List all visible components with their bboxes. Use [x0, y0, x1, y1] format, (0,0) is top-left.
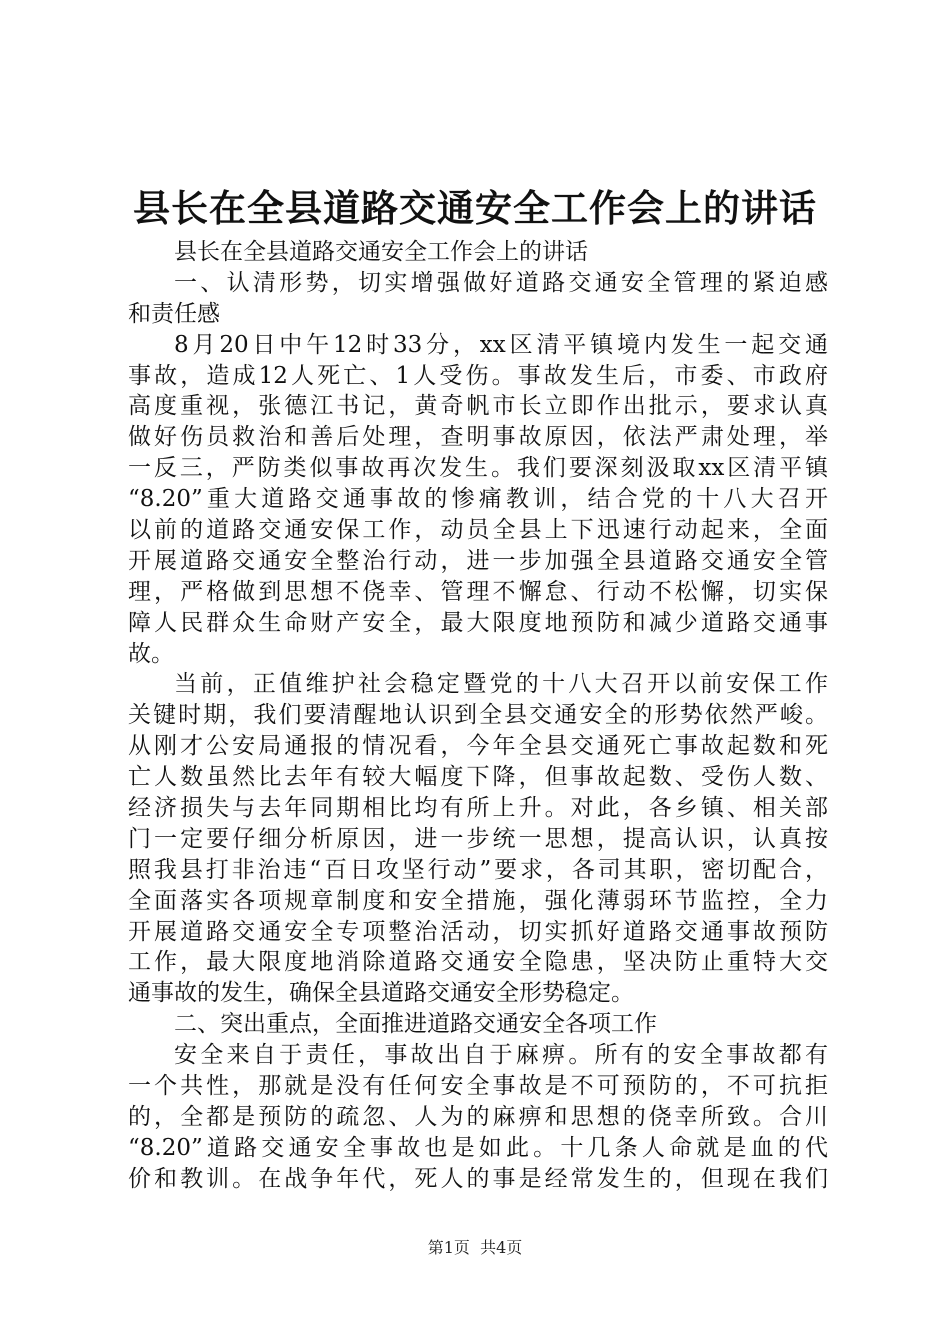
text-line: 当前，正值维护社会稳定暨党的十八大召开以前安保工作	[174, 671, 828, 698]
page-footer	[0, 1237, 950, 1259]
text-line: 关键时期，我们要清醒地认识到全县交通安全的形势依然严峻。	[128, 702, 828, 729]
text-line: 做好伤员救治和善后处理，查明事故原因，依法严肃处理，举	[128, 424, 828, 451]
text-line: 理，严格做到思想不侥幸、管理不懈怠、行动不松懈，切实保	[128, 578, 828, 605]
text-line: 以前的道路交通安保工作，动员全县上下迅速行动起来，全面	[128, 517, 828, 544]
text-line: 高度重视，张德江书记，黄奇帆市长立即作出批示，要求认真	[128, 393, 828, 420]
text-line: 门一定要仔细分析原因，进一步统一思想，提高认识，认真按	[128, 825, 828, 852]
text-line: 开展道路交通安全专项整治活动，切实抓好道路交通事故预防	[128, 918, 828, 945]
text-line: 经济损失与去年同期相比均有所上升。对此，各乡镇、相关部	[128, 795, 828, 822]
document-body	[128, 237, 828, 1195]
text-line: 一、认清形势，切实增强做好道路交通安全管理的紧迫感	[174, 269, 828, 296]
text-line: 一反三，严防类似事故再次发生。我们要深刻汲取xx区清平镇	[128, 455, 828, 482]
text-line: 全面落实各项规章制度和安全措施，强化薄弱环节监控，全力	[128, 887, 828, 914]
text-line: 和责任感	[128, 300, 220, 327]
text-line: 开展道路交通安全整治行动，进一步加强全县道路交通安全管	[128, 547, 828, 574]
text-line: “8.20”重大道路交通事故的惨痛教训，结合党的十八大召开	[128, 486, 828, 513]
text-line: 价和教训。在战争年代，死人的事是经常发生的，但现在我们	[128, 1165, 828, 1192]
text-line: 一个共性，那就是没有任何安全事故是不可预防的，不可抗拒	[128, 1073, 828, 1100]
text-line: 通事故的发生，确保全县道路交通安全形势稳定。	[128, 980, 634, 1007]
text-line: 工作，最大限度地消除道路交通安全隐患，坚决防止重特大交	[128, 949, 828, 976]
text-line: 县长在全县道路交通安全工作会上的讲话	[174, 239, 588, 265]
text-line: “8.20”道路交通安全事故也是如此。十几条人命就是血的代	[128, 1134, 828, 1161]
text-line: 8月20日中午12时33分，xx区清平镇境内发生一起交通	[174, 331, 828, 358]
text-line: 亡人数虽然比去年有较大幅度下降，但事故起数、受伤人数、	[128, 764, 828, 791]
page-number-label: 第1页 共4页	[427, 1238, 523, 1257]
text-line: 从刚才公安局通报的情况看，今年全县交通死亡事故起数和死	[128, 733, 828, 760]
document-title: 县长在全县道路交通安全工作会上的讲话	[133, 186, 817, 230]
text-line: 故。	[128, 640, 174, 667]
text-line: 障人民群众生命财产安全，最大限度地预防和减少道路交通事	[128, 609, 828, 636]
text-line: 安全来自于责任，事故出自于麻痹。所有的安全事故都有	[174, 1042, 828, 1069]
text-line: 二、突出重点，全面推进道路交通安全各项工作	[174, 1011, 657, 1038]
text-line: 事故，造成12人死亡、1人受伤。事故发生后，市委、市政府	[128, 362, 828, 389]
text-line: 照我县打非治违“百日攻坚行动”要求，各司其职，密切配合，	[128, 856, 828, 883]
text-line: 的，全都是预防的疏忽、人为的麻痹和思想的侥幸所致。合川	[128, 1103, 828, 1130]
